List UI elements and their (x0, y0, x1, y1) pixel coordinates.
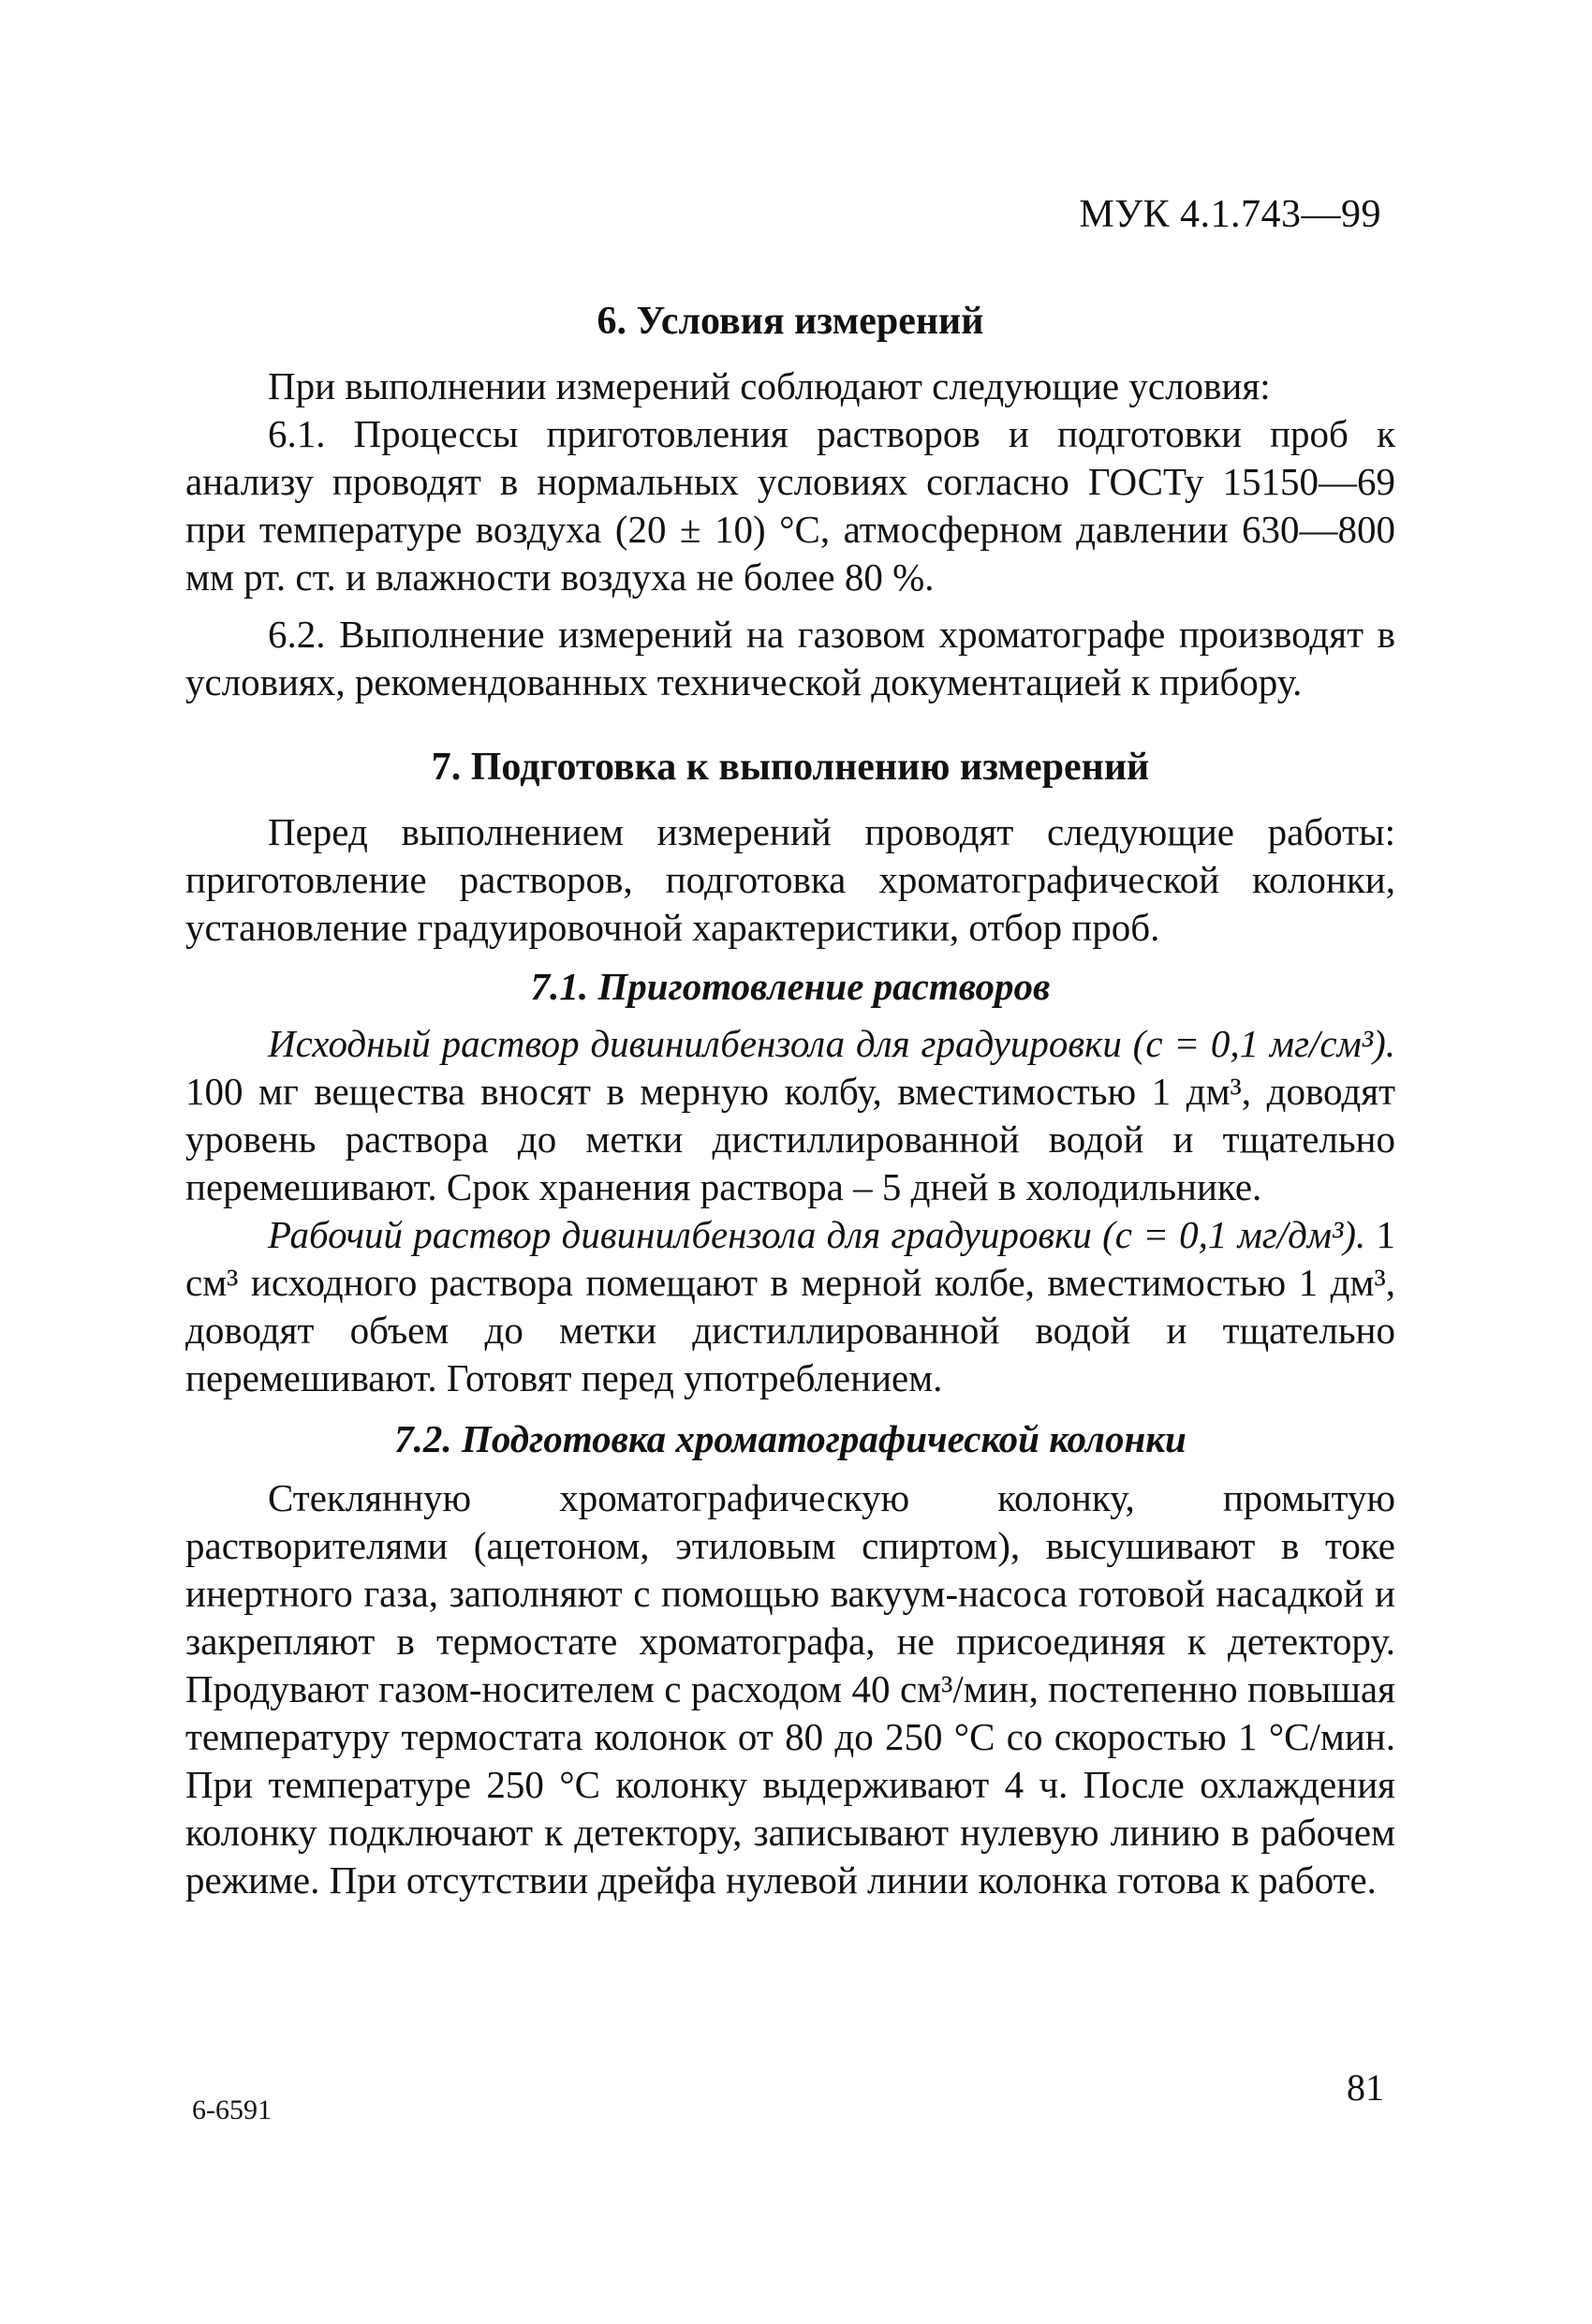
column-preparation-paragraph: Стеклянную хроматографическую колонку, промытую растворителями (ацетоном, этиловым спиртом), высушивают в токе инертного газа, заполняют с помощью вакуум-насоса готовой насадкой и закрепляют в термостате хроматографа, не присоединяя к детектору. Продувают газом-носителем с расходом 40 см³/мин, постепенно повышая температуру термостата колонок от 80 до 250 °С со скоростью 1 °С/мин. При температуре 250 °С колонку выдерживают 4 ч. После охлаждения колонку подключают к детектору, записывают нулевую линию в рабочем режиме. При отсутствии дрейфа нулевой линии колонка готова к работе. (185, 1476, 1395, 1902)
working-solution-paragraph (185, 1211, 1395, 1402)
section-6-paragraph-2: 6.2. Выполнение измерений на газовом хроматографе производят в условиях, рекомендованных технической документацией к прибору. (185, 613, 1395, 703)
section-6-title: 6. Условия измерений (597, 300, 984, 343)
section-7-intro: Перед выполнением измерений проводят следующие работы: приготовление растворов, подготовка хроматографической колонки, установление градуировочной характеристики, отбор проб. (185, 810, 1395, 949)
document-body (185, 298, 1395, 1904)
print-code: 6-6591 (192, 2095, 272, 2125)
stock-solution-label: Исходный раствор дивинилбензола для градуировки (с = 0,1 мг/см³). (268, 1022, 1395, 1065)
stock-solution-text: 100 мг вещества вносят в мерную колбу, вместимостью 1 дм³, доводят уровень раствора до метки дистиллированной водой и тщательно перемешивают. Срок хранения раствора – 5 дней в холодильнике. (185, 1070, 1395, 1208)
subsection-7-1-title: 7.1. Приготовление растворов (530, 965, 1051, 1008)
section-6-intro: При выполнении измерений соблюдают следующие условия: (268, 364, 1271, 407)
section-6-paragraph-1: 6.1. Процессы приготовления растворов и подготовки проб к анализу проводят в нормальных условиях согласно ГОСТу 15150—69 при температуре воздуха (20 ± 10) °С, атмосферном давлении 630—800 мм рт. ст. и влажности воздуха не более 80 %. (185, 412, 1395, 599)
document-code: МУК 4.1.743—99 (1079, 193, 1381, 236)
subsection-7-2-title: 7.2. Подготовка хроматографической колонки (394, 1417, 1187, 1460)
page-number: 81 (1347, 2066, 1384, 2109)
stock-solution-paragraph (185, 1020, 1395, 1211)
section-7-title: 7. Подготовка к выполнению измерений (431, 746, 1150, 789)
working-solution-label: Рабочий раствор дивинилбензола для градуировки (с = 0,1 мг/дм³). (268, 1213, 1366, 1256)
working-solution-text: 1 см³ исходного раствора помещают в мерной колбе, вместимостью 1 дм³, доводят объем до метки дистиллированной водой и тщательно перемешивают. Готовят перед употреблением. (185, 1213, 1395, 1399)
